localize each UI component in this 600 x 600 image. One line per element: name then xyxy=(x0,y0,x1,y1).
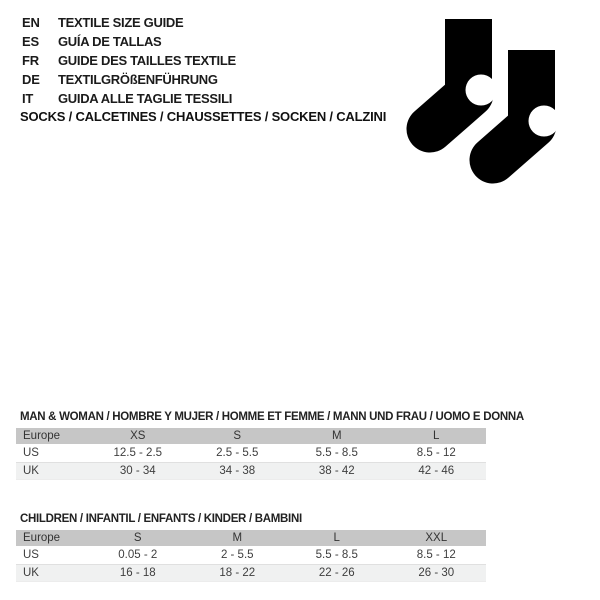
size-table-children xyxy=(16,530,486,582)
table-row-us xyxy=(16,546,486,565)
language-row-en xyxy=(22,13,236,32)
table-title-adults: MAN & WOMAN / HOMBRE Y MUJER / HOMME ET FEMME / MANN UND FRAU / UOMO E DONNA xyxy=(20,411,524,423)
size-table-adults xyxy=(16,428,486,480)
language-label: GUÍA DE TALLAS xyxy=(58,34,162,49)
language-code: IT xyxy=(22,91,34,106)
socks-icon xyxy=(380,0,600,200)
category-title: SOCKS / CALCETINES / CHAUSSETTES / SOCKEN / CALZINI xyxy=(20,109,387,124)
size-value: 5.5 - 8.5 xyxy=(315,549,358,561)
size-value: 26 - 30 xyxy=(418,567,455,579)
language-label: GUIDA ALLE TAGLIE TESSILI xyxy=(58,91,233,106)
language-code: FR xyxy=(22,53,39,68)
table-row-uk xyxy=(16,463,486,480)
language-code: DE xyxy=(22,72,40,87)
language-label: TEXTILGRÖßENFÜHRUNG xyxy=(58,72,218,87)
size-value: 2.5 - 5.5 xyxy=(216,447,259,459)
language-label: TEXTILE SIZE GUIDE xyxy=(58,15,184,30)
header-cell-size: L xyxy=(433,430,440,442)
size-value: 22 - 26 xyxy=(318,567,355,579)
size-value: 34 - 38 xyxy=(219,465,256,477)
size-value: 2 - 5.5 xyxy=(220,549,254,561)
size-tables-section xyxy=(16,411,524,582)
language-list xyxy=(22,13,236,108)
size-value: 8.5 - 12 xyxy=(416,549,456,561)
header-cell-size: M xyxy=(232,532,243,544)
size-value: 16 - 18 xyxy=(119,567,156,579)
header-cell-size: S xyxy=(233,430,242,442)
header-cell-size: M xyxy=(331,430,342,442)
sock-back xyxy=(430,19,497,129)
size-value: 12.5 - 2.5 xyxy=(113,447,163,459)
header-cell-region: Europe xyxy=(23,430,61,442)
table-row-uk xyxy=(16,565,486,582)
language-row-it xyxy=(22,89,236,108)
size-value: 18 - 22 xyxy=(219,567,256,579)
header-cell-size: S xyxy=(133,532,142,544)
table-header-row xyxy=(16,428,486,444)
table-title-children: CHILDREN / INFANTIL / ENFANTS / KINDER / BAMBINI xyxy=(20,513,302,525)
header-cell-region: Europe xyxy=(23,532,61,544)
language-code: ES xyxy=(22,34,39,49)
language-label: GUIDE DES TAILLES TEXTILE xyxy=(58,53,236,68)
size-value: 42 - 46 xyxy=(418,465,455,477)
header-cell-size: XXL xyxy=(425,532,448,544)
language-row-fr xyxy=(22,51,236,70)
size-value: 8.5 - 12 xyxy=(416,447,456,459)
size-value: 0.05 - 2 xyxy=(118,549,158,561)
table-header-row xyxy=(16,530,486,546)
row-label: UK xyxy=(23,465,39,477)
table-row-us xyxy=(16,444,486,463)
size-value: 5.5 - 8.5 xyxy=(315,447,358,459)
language-row-de xyxy=(22,70,236,89)
header-cell-size: XS xyxy=(130,430,146,442)
header-cell-size: L xyxy=(333,532,340,544)
language-row-es xyxy=(22,32,236,51)
sock-front xyxy=(493,44,563,160)
size-value: 30 - 34 xyxy=(119,465,156,477)
row-label: US xyxy=(23,447,39,459)
row-label: UK xyxy=(23,567,39,579)
size-value: 38 - 42 xyxy=(318,465,355,477)
language-code: EN xyxy=(22,15,40,30)
row-label: US xyxy=(23,549,39,561)
